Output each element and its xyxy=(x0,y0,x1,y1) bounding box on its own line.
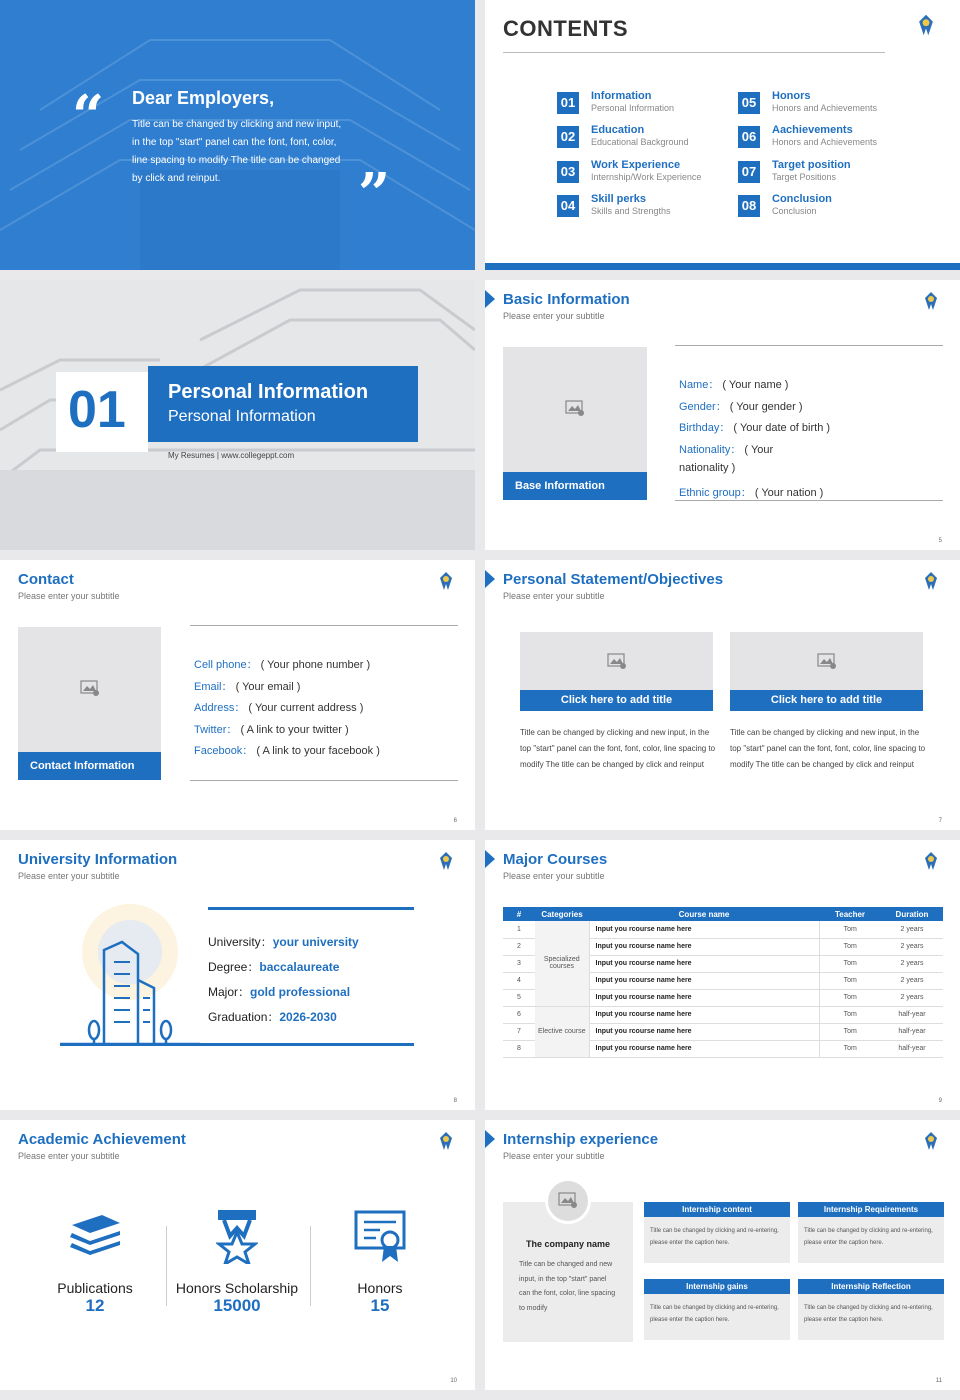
internship-content-box: Internship content Title can be changed by clicking and re-entering, please enter the caption here. xyxy=(644,1202,790,1263)
field-gender: Gender： ( Your gender ) xyxy=(679,401,803,413)
table-row: 6 Elective course Input you rcourse name here Tom half-year xyxy=(503,1006,943,1023)
university-logo-icon xyxy=(924,1132,938,1150)
slide-subtitle: Please enter your subtitle xyxy=(503,311,605,321)
slide-subtitle: Please enter your subtitle xyxy=(18,871,120,881)
company-name: The company name xyxy=(525,1239,611,1249)
contents-footer-bar xyxy=(485,263,960,270)
close-quote-icon: ” xyxy=(358,161,391,227)
slide-major-courses[interactable] xyxy=(485,840,960,1110)
slide-internship[interactable] xyxy=(485,1120,960,1390)
contents-divider xyxy=(503,52,885,53)
slide-title: Major Courses xyxy=(503,851,608,868)
university-logo-icon xyxy=(439,572,453,590)
contents-item[interactable]: 04 Skill perks Skills and Strengths xyxy=(557,193,727,221)
photo-label: Contact Information xyxy=(18,752,161,780)
certificate-icon xyxy=(354,1210,406,1264)
university-logo-icon xyxy=(918,14,934,36)
achievement-publications: Publications 12 xyxy=(57,1280,133,1315)
slide-section-personal[interactable] xyxy=(0,280,475,550)
card-title-button[interactable]: Click here to add title xyxy=(520,690,713,711)
field-twitter: Twitter： ( A link to your twitter ) xyxy=(194,724,349,736)
slide-subtitle: Please enter your subtitle xyxy=(503,591,605,601)
major-row: Major：gold professional xyxy=(208,985,351,999)
divider xyxy=(190,780,458,781)
field-ethnic: Ethnic group： ( Your nation ) xyxy=(679,487,824,499)
field-name: Name： ( Your name ) xyxy=(679,379,789,391)
section-subtitle: Personal Information xyxy=(168,408,316,425)
company-text: Title can be changed and new input, in the top "start" panel can the font, color, line spacing to modify xyxy=(519,1261,616,1312)
slide-title: Contact xyxy=(18,571,74,588)
table-row: 5 Input you rcourse name here Tom 2 years xyxy=(503,989,943,1006)
internship-gains-box: Internship gains Title can be changed by clicking and re-entering, please enter the caption here. xyxy=(644,1279,790,1340)
divider xyxy=(675,500,943,501)
top-rule xyxy=(208,907,414,910)
university-logo-icon xyxy=(439,1132,453,1150)
section-title: Personal Information xyxy=(168,381,369,403)
image-icon xyxy=(565,400,585,416)
courses-table: # Categories Course name Teacher Duration 1 Specialized courses Input you rcourse name here Tom 2 years 2 Input you rcourse name here Tom 2 years 3 Input you rcourse name here Tom 2 years 4 Input you rcourse name here Tom 2 years 5 Input you rcourse name here Tom 2 years 6 Elective course Input you rcourse name here Tom half-year 7 Input you rcourse name here Tom half-year 8 Input you rcourse name here Tom half-year xyxy=(503,907,943,1058)
page-number: 7 xyxy=(938,818,942,824)
contents-item[interactable]: 03 Work Experience Internship/Work Experience xyxy=(557,159,727,187)
slide-subtitle: Please enter your subtitle xyxy=(503,1151,605,1161)
table-row: 3 Input you rcourse name here Tom 2 years xyxy=(503,955,943,972)
image-icon xyxy=(607,653,627,669)
divider xyxy=(190,625,458,626)
table-row: 4 Input you rcourse name here Tom 2 years xyxy=(503,972,943,989)
achievement-honors: Honors 15 xyxy=(357,1280,403,1315)
card-text: Title can be changed by clicking and new input, in the top "start" panel can the font, font, color, line spacing to modify The title can be changed by click and reinput xyxy=(730,728,926,769)
table-row: 2 Input you rcourse name here Tom 2 years xyxy=(503,938,943,955)
university-logo-icon xyxy=(924,572,938,590)
slide-university[interactable] xyxy=(0,840,475,1110)
graduation-row: Graduation：2026-2030 xyxy=(208,1010,337,1024)
contents-title: CONTENTS xyxy=(503,16,628,41)
page-number: 6 xyxy=(453,818,457,824)
field-phone: Cell phone： ( Your phone number ) xyxy=(194,659,371,671)
internship-requirements-box: Internship Requirements Title can be changed by clicking and re-entering, please enter the caption here. xyxy=(798,1202,944,1263)
university-logo-icon xyxy=(924,292,938,310)
field-facebook: Facebook： ( A link to your facebook ) xyxy=(194,745,380,757)
page-number: 10 xyxy=(450,1378,457,1384)
cover-paragraph: Title can be changed by clicking and new input, in the top "start" panel can the font, font, color, line spacing to modify The title can be changed by click and reinput. xyxy=(132,119,342,184)
contents-item[interactable]: 08 Conclusion Conclusion xyxy=(738,193,908,221)
header-arrow-icon xyxy=(485,850,495,868)
section-footer: My Resumes | www.collegeppt.com xyxy=(168,451,295,460)
contents-item[interactable]: 05 Honors Honors and Achievements xyxy=(738,90,908,118)
card-title-button[interactable]: Click here to add title xyxy=(730,690,923,711)
cover-heading: Dear Employers, xyxy=(132,88,275,108)
degree-row: Degree：baccalaureate xyxy=(208,960,340,974)
section-number: 01 xyxy=(68,381,126,439)
card-text: Title can be changed by clicking and new input, in the top "start" panel can the font, font, color, line spacing to modify The title can be changed by click and reinput xyxy=(520,728,716,769)
slide-title: Internship experience xyxy=(503,1131,659,1148)
university-row: University：your university xyxy=(208,935,359,949)
slide-cover[interactable] xyxy=(0,0,475,270)
section-title-bar xyxy=(148,366,418,442)
field-nationality-cont: nationality ) xyxy=(679,462,736,474)
field-birthday: Birthday： ( Your date of birth ) xyxy=(679,422,831,434)
divider xyxy=(675,345,943,346)
slide-title: Academic Achievement xyxy=(18,1131,186,1148)
field-address: Address： ( Your current address ) xyxy=(194,702,364,714)
contents-item[interactable]: 02 Education Educational Background xyxy=(557,124,727,152)
contents-item[interactable]: 01 Information Personal Information xyxy=(557,90,727,118)
page-number: 11 xyxy=(935,1378,942,1384)
page-number: 5 xyxy=(938,538,942,544)
photo-label: Base Information xyxy=(503,472,647,500)
header-arrow-icon xyxy=(485,1130,495,1148)
slide-contents[interactable] xyxy=(485,0,960,270)
contents-item[interactable]: 06 Aachievements Honors and Achievements xyxy=(738,124,908,152)
building-illustration-icon xyxy=(60,902,200,1047)
internship-reflection-box: Internship Reflection Title can be changed by clicking and re-entering, please enter the caption here. xyxy=(798,1279,944,1340)
slide-contact[interactable] xyxy=(0,560,475,830)
open-quote-icon: “ xyxy=(72,83,105,149)
university-logo-icon xyxy=(924,852,938,870)
slide-subtitle: Please enter your subtitle xyxy=(503,871,605,881)
slide-subtitle: Please enter your subtitle xyxy=(18,591,120,601)
page-number: 8 xyxy=(453,1098,457,1104)
table-row: 7 Input you rcourse name here Tom half-year xyxy=(503,1023,943,1040)
header-arrow-icon xyxy=(485,290,495,308)
bottom-rule xyxy=(60,1043,414,1046)
slide-title: University Information xyxy=(18,851,178,868)
slide-personal-statement[interactable] xyxy=(485,560,960,830)
header-arrow-icon xyxy=(485,570,495,588)
slide-academic-achievement[interactable] xyxy=(0,1120,475,1390)
image-icon xyxy=(558,1192,578,1208)
contents-item[interactable]: 07 Target position Target Positions xyxy=(738,159,908,187)
image-icon xyxy=(80,680,100,696)
slide-basic-info[interactable] xyxy=(485,280,960,550)
table-row: 8 Input you rcourse name here Tom half-year xyxy=(503,1040,943,1057)
medal-star-icon xyxy=(216,1210,258,1264)
books-icon xyxy=(68,1215,122,1259)
image-icon xyxy=(817,653,837,669)
slide-title: Personal Statement/Objectives xyxy=(503,571,724,588)
achievement-scholarship: Honors Scholarship 15000 xyxy=(175,1280,299,1315)
page-number: 9 xyxy=(938,1098,942,1104)
field-email: Email： ( Your email ) xyxy=(194,681,301,693)
university-logo-icon xyxy=(439,852,453,870)
slide-subtitle: Please enter your subtitle xyxy=(18,1151,120,1161)
slide-title: Basic Information xyxy=(503,291,630,308)
table-row: 1 Specialized courses Input you rcourse name here Tom 2 years xyxy=(503,921,943,938)
field-nationality: Nationality： ( Your xyxy=(679,444,774,456)
